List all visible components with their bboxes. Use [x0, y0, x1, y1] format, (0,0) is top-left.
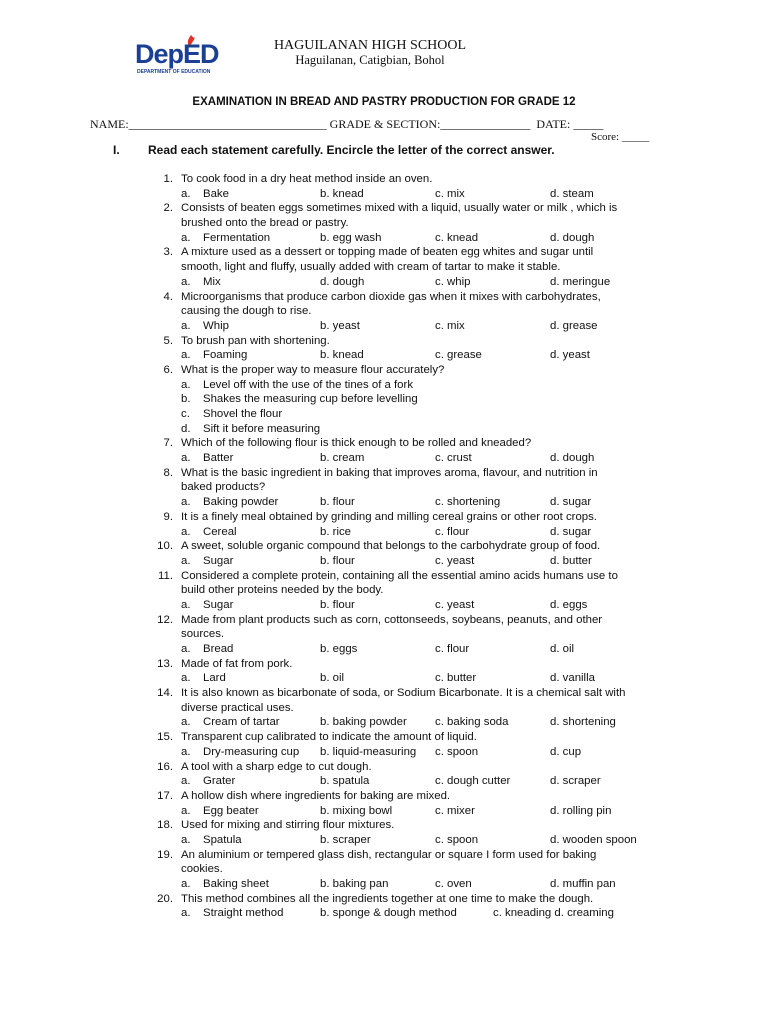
options-row — [0, 906, 768, 921]
question-row — [0, 569, 768, 584]
question-row — [0, 657, 768, 672]
option-text: d. eggs — [550, 598, 588, 611]
option-text: Level off with the use of the tines of a fork — [203, 378, 414, 391]
question-row — [0, 701, 768, 716]
option-text: Baking powder — [203, 496, 279, 509]
question-text: Considered a complete protein, containing all the essential amino acids humans use to — [181, 569, 618, 582]
question-row — [0, 892, 768, 907]
option-letter: a. — [181, 275, 191, 288]
question-text: To cook food in a dry heat method inside an oven. — [181, 173, 433, 185]
option-letter: a. — [181, 907, 191, 920]
option-row — [0, 422, 768, 437]
option-text: c. baking soda — [435, 716, 509, 729]
option-text: d. rolling pin — [550, 804, 612, 817]
option-letter: a. — [181, 525, 191, 538]
option-text: Egg beater — [203, 804, 259, 817]
question-text: Transparent cup calibrated to indicate the amount of liquid. — [181, 731, 477, 744]
option-text: d. sugar — [550, 525, 592, 538]
question-row — [0, 848, 768, 863]
question-row — [0, 290, 768, 305]
options-row — [0, 231, 768, 246]
option-text: c. grease — [435, 349, 482, 362]
option-letter: a. — [181, 319, 191, 332]
option-text: c. spoon — [435, 745, 479, 758]
question-number: 5. — [163, 334, 173, 347]
question-row — [0, 260, 768, 275]
question-number: 10. — [157, 540, 173, 553]
question-row — [0, 334, 768, 349]
option-letter: a. — [181, 804, 191, 817]
deped-logo — [133, 33, 233, 77]
options-row — [0, 877, 768, 892]
question-number: 13. — [157, 657, 173, 670]
question-number: 11. — [158, 569, 173, 582]
question-row — [0, 363, 768, 378]
question-row — [0, 760, 768, 775]
option-text: Shovel the flour — [203, 408, 283, 420]
option-text: d. dough — [550, 452, 595, 465]
question-text: An aluminium or tempered glass dish, rectangular or square I form used for baking — [181, 848, 597, 861]
question-row — [0, 245, 768, 260]
question-text: causing the dough to rise. — [181, 305, 312, 318]
option-text: Cereal — [203, 525, 237, 538]
option-row — [0, 407, 768, 422]
question-text: Consists of beaten eggs sometimes mixed with a liquid, usually water or milk , which is — [181, 202, 618, 215]
option-text: c. whip — [435, 275, 471, 288]
options-row — [0, 348, 768, 363]
option-text: Sugar — [203, 598, 234, 611]
question-text: It is a finely meal obtained by grinding and milling cereal grains or other root crops. — [181, 510, 597, 523]
option-text: c. flour — [435, 525, 470, 538]
option-text: b. flour — [320, 496, 355, 509]
option-text: c. butter — [435, 672, 477, 685]
question-row — [0, 539, 768, 554]
option-row — [0, 392, 768, 407]
options-row — [0, 451, 768, 466]
option-text: Shakes the measuring cup before levelling — [203, 393, 418, 406]
question-text: To brush pan with shortening. — [181, 334, 330, 347]
option-text: d. scraper — [550, 775, 601, 788]
options-row — [0, 319, 768, 334]
option-text: Grater — [203, 775, 236, 788]
logo-text: DepED — [135, 39, 219, 69]
question-text: build other proteins needed by the body. — [181, 584, 384, 597]
question-number: 1. — [163, 173, 173, 185]
option-text: Dry-measuring cup — [203, 745, 300, 758]
option-letter: a. — [181, 349, 191, 362]
question-text: A mixture used as a dessert or topping made of beaten egg whites and sugar until — [181, 246, 594, 259]
question-number: 8. — [163, 466, 173, 479]
option-letter: a. — [181, 745, 191, 758]
options-row — [0, 525, 768, 540]
option-letter: a. — [181, 496, 191, 509]
section-instruction: Read each statement carefully. Encircle the letter of the correct answer. — [148, 143, 555, 157]
option-letter: a. — [181, 554, 191, 567]
option-text: c. kneading d. creaming — [493, 907, 614, 920]
question-row — [0, 730, 768, 745]
option-text: d. sugar — [550, 496, 592, 509]
option-text: d. steam — [550, 187, 594, 200]
question-row — [0, 818, 768, 833]
options-row — [0, 642, 768, 657]
question-number: 6. — [163, 363, 173, 376]
option-text: b. spatula — [320, 775, 370, 788]
question-number: 18. — [157, 819, 173, 832]
question-row — [0, 789, 768, 804]
exam-title: EXAMINATION IN BREAD AND PASTRY PRODUCTION FOR GRADE 12 — [192, 96, 576, 108]
option-letter: c. — [181, 408, 190, 420]
option-text: c. crust — [435, 452, 472, 465]
question-row — [0, 510, 768, 525]
question-number: 14. — [157, 687, 173, 700]
option-letter: a. — [181, 378, 191, 391]
question-number: 2. — [163, 202, 173, 215]
options-row — [0, 275, 768, 290]
options-row — [0, 671, 768, 686]
option-text: d. grease — [550, 319, 598, 332]
option-text: c. mix — [435, 187, 465, 200]
option-letter: a. — [181, 187, 191, 200]
option-letter: a. — [181, 672, 191, 685]
question-text: brushed onto the bread or pastry. — [181, 217, 349, 230]
option-text: Bake — [203, 187, 229, 200]
option-text: d. dough — [320, 275, 365, 288]
question-row — [0, 583, 768, 598]
option-text: b. baking powder — [320, 716, 407, 729]
question-row — [0, 436, 768, 451]
option-text: Sift it before measuring — [203, 422, 321, 435]
option-letter: b. — [181, 393, 191, 406]
option-text: Spatula — [203, 833, 242, 846]
question-row — [0, 466, 768, 481]
question-number: 15. — [157, 731, 173, 744]
name-grade-date-line: NAME:_________________________________ GRADE & SECTION:_______________ DATE: _____ — [90, 117, 604, 131]
question-number: 19. — [157, 848, 173, 861]
option-letter: a. — [181, 452, 191, 465]
options-row — [0, 804, 768, 819]
option-text: b. baking pan — [320, 878, 389, 890]
option-text: d. wooden spoon — [550, 833, 637, 846]
options-row — [0, 833, 768, 848]
question-number: 12. — [157, 613, 173, 626]
question-row — [0, 201, 768, 216]
option-text: b. flour — [320, 598, 355, 611]
option-letter: a. — [181, 643, 191, 655]
question-text: Made of fat from pork. — [181, 657, 293, 670]
school-name: HAGUILANAN HIGH SCHOOL — [273, 38, 467, 53]
option-text: c. flour — [435, 643, 470, 655]
option-text: d. oil — [550, 643, 575, 655]
question-text: Made from plant products such as corn, cottonseeds, soybeans, peanuts, and other — [181, 613, 603, 626]
question-number: 4. — [163, 290, 173, 303]
option-text: c. mixer — [435, 804, 475, 817]
option-letter: a. — [181, 775, 191, 788]
option-text: d. muffin pan — [550, 878, 616, 890]
question-text: Used for mixing and stirring flour mixtures. — [181, 819, 395, 832]
option-text: b. yeast — [320, 319, 360, 332]
option-text: b. oil — [320, 672, 345, 685]
question-number: 17. — [157, 789, 173, 802]
options-row — [0, 745, 768, 760]
options-row — [0, 187, 768, 202]
option-text: c. oven — [435, 878, 472, 890]
option-text: b. liquid-measuring — [320, 745, 417, 758]
option-text: b. egg wash — [320, 231, 382, 244]
option-text: b. flour — [320, 554, 355, 567]
option-text: Baking sheet — [203, 878, 269, 890]
options-row — [0, 598, 768, 613]
option-text: d. butter — [550, 554, 592, 567]
question-row — [0, 172, 768, 187]
question-row — [0, 862, 768, 877]
school-address: Haguilanan, Catigbian, Bohol — [295, 53, 445, 67]
option-text: Mix — [203, 275, 221, 288]
option-text: Sugar — [203, 554, 234, 567]
option-text: d. vanilla — [550, 672, 595, 685]
option-text: b. cream — [320, 452, 365, 465]
option-text: c. shortening — [435, 496, 501, 509]
option-text: b. scraper — [320, 833, 371, 846]
question-row — [0, 627, 768, 642]
question-text: What is the proper way to measure flour accurately? — [181, 363, 445, 376]
question-text: diverse practical uses. — [181, 701, 294, 714]
option-text: b. rice — [320, 525, 352, 538]
question-text: A hollow dish where ingredients for baking are mixed. — [181, 789, 451, 802]
option-text: Straight method — [203, 907, 284, 920]
option-text: c. dough cutter — [435, 775, 511, 788]
question-number: 20. — [157, 892, 173, 905]
option-text: c. spoon — [435, 833, 479, 846]
question-text: A sweet, soluble organic compound that belongs to the carbohydrate group of food. — [181, 540, 601, 553]
option-text: c. yeast — [435, 598, 475, 611]
question-number: 16. — [157, 760, 173, 773]
question-number: 9. — [163, 510, 173, 523]
option-text: c. knead — [435, 231, 479, 244]
option-text: Batter — [203, 452, 234, 465]
option-text: d. dough — [550, 231, 595, 244]
option-text: b. mixing bowl — [320, 804, 393, 817]
option-letter: a. — [181, 833, 191, 846]
question-text: A tool with a sharp edge to cut dough. — [181, 760, 372, 773]
option-text: c. mix — [435, 319, 465, 332]
option-letter: a. — [181, 878, 191, 890]
question-text: baked products? — [181, 481, 266, 494]
option-text: d. meringue — [550, 275, 611, 288]
option-letter: a. — [181, 716, 191, 729]
option-text: Whip — [203, 319, 229, 332]
option-row — [0, 378, 768, 393]
option-letter: a. — [181, 231, 191, 244]
options-row — [0, 554, 768, 569]
option-text: d. shortening — [550, 716, 616, 729]
question-row — [0, 216, 768, 231]
question-row — [0, 613, 768, 628]
option-text: Foaming — [203, 349, 248, 362]
question-text: cookies. — [181, 863, 223, 876]
option-text: Cream of tartar — [203, 716, 280, 729]
score-field: Score: _____ — [591, 131, 650, 143]
question-number: 7. — [163, 437, 173, 450]
option-text: Bread — [203, 643, 234, 655]
section-numeral: I. — [113, 143, 120, 157]
option-text: b. knead — [320, 349, 364, 362]
question-list — [0, 172, 768, 921]
option-text: c. yeast — [435, 554, 475, 567]
question-text: Which of the following flour is thick enough to be rolled and kneaded? — [181, 437, 532, 450]
question-text: It is also known as bicarbonate of soda, or Sodium Bicarbonate. It is a chemical salt with — [181, 687, 626, 700]
question-row — [0, 480, 768, 495]
option-text: d. yeast — [550, 349, 590, 362]
option-text: d. cup — [550, 745, 582, 758]
question-row — [0, 304, 768, 319]
options-row — [0, 774, 768, 789]
question-text: What is the basic ingredient in baking that improves aroma, flavour, and nutrition in — [181, 466, 598, 479]
logo-subtext: DEPARTMENT OF EDUCATION — [137, 69, 211, 75]
option-letter: d. — [181, 422, 191, 435]
options-row — [0, 495, 768, 510]
options-row — [0, 715, 768, 730]
question-text: This method combines all the ingredients together at one time to make the dough. — [181, 892, 594, 905]
question-text: sources. — [181, 628, 225, 641]
question-text: smooth, light and fluffy, usually added with cream of tartar to make it stable. — [181, 261, 561, 274]
option-letter: a. — [181, 598, 191, 611]
question-text: Microorganisms that produce carbon dioxide gas when it mixes with carbohydrates, — [181, 290, 601, 303]
option-text: b. eggs — [320, 643, 358, 655]
option-text: b. knead — [320, 187, 364, 200]
option-text: b. sponge & dough method — [320, 907, 457, 920]
question-number: 3. — [163, 246, 173, 259]
option-text: Lard — [203, 672, 226, 685]
option-text: Fermentation — [203, 231, 271, 244]
question-row — [0, 686, 768, 701]
